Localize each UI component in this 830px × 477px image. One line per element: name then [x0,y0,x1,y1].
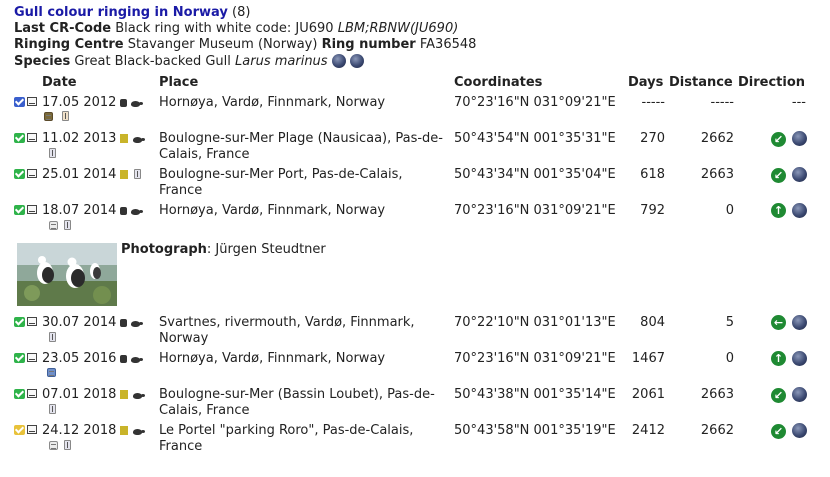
status-check-icon[interactable] [14,97,25,107]
globe-icon[interactable] [792,167,807,182]
observer-icon[interactable] [120,426,128,435]
row-coordinates: 50°43'54"N 001°35'31"E [454,131,616,146]
species-common-name: Great Black-backed Gull [74,54,231,69]
message-icon[interactable] [27,205,37,214]
direction-arrow-icon[interactable]: ↙ [771,424,786,439]
ring-number-label: Ring number [321,37,416,52]
row-date: 11.02 2013 [42,131,117,146]
table-row [0,131,830,161]
row-days: 270 [640,131,665,146]
row-place: Le Portel "parking Roro", Pas-de-Calais, France [159,423,414,454]
row-coordinates: 70°22'10"N 031°01'13"E [454,315,616,330]
row-direction: --- [791,95,806,110]
globe-icon[interactable] [792,131,807,146]
globe-icon[interactable] [792,387,807,402]
status-check-icon[interactable] [14,205,25,215]
table-row [0,315,830,345]
row-distance: 0 [725,351,734,366]
row-days: 2061 [631,387,665,402]
last-cr-code: LBM;RBNW(JU690) [337,21,459,36]
row-days: 804 [640,315,665,330]
status-check-icon[interactable] [14,389,25,399]
direction-arrow-icon[interactable]: ↑ [771,203,786,218]
bird-icon[interactable] [131,357,140,363]
status-check-icon[interactable] [14,133,25,143]
page-title-link[interactable]: Gull colour ringing in Norway [14,5,228,20]
gull-photo[interactable] [17,243,117,306]
row-date: 23.05 2016 [42,351,117,366]
row-distance: 5 [725,315,734,330]
species-line [14,54,364,70]
bird-icon[interactable] [131,321,140,327]
globe-icon[interactable] [792,203,807,218]
table-row [0,351,830,381]
row-place: Svartnes, rivermouth, Vardø, Finnmark, Norway [159,315,415,346]
status-check-icon[interactable] [14,353,25,363]
row-coordinates: 50°43'38"N 001°35'14"E [454,387,616,402]
last-cr-text: Black ring with white code: JU690 [115,21,334,36]
direction-arrow-icon[interactable]: ↙ [771,132,786,147]
status-check-icon[interactable] [14,425,25,435]
row-place: Boulogne-sur-Mer (Bassin Loubet), Pas-de-Calais, France [159,387,435,418]
direction-arrow-icon[interactable]: ↙ [771,388,786,403]
row-coordinates: 70°23'16"N 031°09'21"E [454,351,616,366]
globe-icon[interactable] [350,54,364,68]
observer-icon[interactable] [120,207,127,215]
row-days: 2412 [631,423,665,438]
photo-thumbnail-icon[interactable] [44,112,53,121]
bird-icon[interactable] [133,137,142,143]
observer-icon[interactable] [120,355,127,363]
row-date: 07.01 2018 [42,387,117,402]
row-distance: 2662 [700,131,734,146]
row-coordinates: 50°43'34"N 001°35'04"E [454,167,616,182]
column-header-date[interactable]: Date [42,75,77,90]
message-icon[interactable] [27,353,37,362]
row-days: ----- [641,95,665,110]
column-header-direction[interactable]: Direction [738,75,806,90]
row-distance: 0 [725,203,734,218]
bird-icon[interactable] [131,101,140,107]
message-icon[interactable] [27,169,37,178]
column-header-coordinates[interactable]: Coordinates [454,75,543,90]
status-check-icon[interactable] [14,169,25,179]
globe-icon[interactable] [792,423,807,438]
message-icon[interactable] [27,133,37,142]
globe-icon[interactable] [792,351,807,366]
comment-icon[interactable] [49,221,58,230]
table-row [0,423,830,453]
ring-document-icon[interactable] [134,169,141,179]
comment-icon[interactable] [49,441,58,450]
observer-icon[interactable] [120,134,128,143]
photo-label: Photograph [121,242,207,257]
table-row [0,95,830,123]
row-distance: 2663 [700,167,734,182]
record-count: (8) [232,5,251,20]
ringing-centre-value: Stavanger Museum (Norway) [127,37,318,52]
column-header-place[interactable]: Place [159,75,199,90]
ringing-line [14,37,476,53]
row-place: Hornøya, Vardø, Finnmark, Norway [159,95,386,110]
globe-icon[interactable] [792,315,807,330]
message-icon[interactable] [27,317,37,326]
direction-arrow-icon[interactable]: ← [771,315,786,330]
row-date: 17.05 2012 [42,95,117,110]
gull-photo-image [17,243,117,306]
row-distance: ----- [710,95,734,110]
row-place: Hornøya, Vardø, Finnmark, Norway [159,203,386,218]
row-place: Hornøya, Vardø, Finnmark, Norway [159,351,386,366]
globe-icon[interactable] [332,54,346,68]
ring-document-icon[interactable] [49,404,56,414]
photo-credit: : Jürgen Steudtner [206,242,326,257]
observer-icon[interactable] [120,390,128,399]
observer-icon[interactable] [120,99,127,107]
color-ring-icon[interactable] [47,368,56,377]
status-check-icon[interactable] [14,317,25,327]
row-date: 24.12 2018 [42,423,117,438]
row-date: 25.01 2014 [42,167,117,182]
photo-caption [121,242,326,258]
observer-icon[interactable] [120,319,127,327]
table-row [0,203,830,233]
species-label: Species [14,54,71,69]
ring-document-icon[interactable] [64,440,71,450]
row-distance: 2663 [700,387,734,402]
row-coordinates: 70°23'16"N 031°09'21"E [454,203,616,218]
column-header-distance[interactable]: Distance [669,75,733,90]
row-date: 30.07 2014 [42,315,117,330]
direction-arrow-icon[interactable]: ↑ [771,351,786,366]
observer-icon[interactable] [120,170,128,179]
column-header-days[interactable]: Days [628,75,664,90]
bird-icon[interactable] [131,209,140,215]
ring-document-icon[interactable] [49,148,56,158]
message-icon[interactable] [27,389,37,398]
ringing-centre-label: Ringing Centre [14,37,124,52]
message-icon[interactable] [27,425,37,434]
row-place: Boulogne-sur-Mer Plage (Nausicaa), Pas-de-Calais, France [159,131,443,162]
ring-document-icon[interactable] [64,220,71,230]
species-latin-name: Larus marinus [235,54,328,69]
document-icon[interactable] [62,111,69,121]
page-header [14,5,250,21]
row-days: 618 [640,167,665,182]
table-row [0,387,830,417]
ring-document-icon[interactable] [49,332,56,342]
row-days: 1467 [631,351,665,366]
row-coordinates: 70°23'16"N 031°09'21"E [454,95,616,110]
row-place: Boulogne-sur-Mer Port, Pas-de-Calais, France [159,167,403,198]
message-icon[interactable] [27,97,37,106]
ring-number-value: FA36548 [419,37,477,52]
last-cr-label: Last CR-Code [14,21,112,36]
bird-icon[interactable] [133,393,142,399]
row-coordinates: 50°43'58"N 001°35'19"E [454,423,616,438]
row-date: 18.07 2014 [42,203,117,218]
direction-arrow-icon[interactable]: ↙ [771,168,786,183]
row-days: 792 [640,203,665,218]
last-cr-line [14,21,458,37]
bird-icon[interactable] [133,429,142,435]
table-row [0,167,830,197]
row-distance: 2662 [700,423,734,438]
